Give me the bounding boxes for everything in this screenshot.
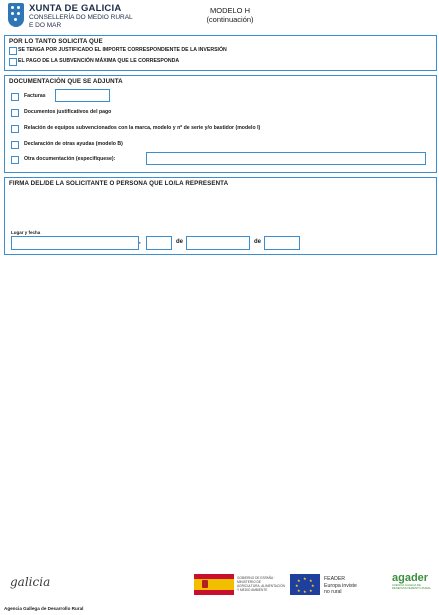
pago-maximo-checkbox[interactable] [9,58,17,66]
firma-section [4,177,437,255]
day-input[interactable] [146,236,172,250]
month-input[interactable] [186,236,250,250]
section-title: FIRMA DEL/DE LA SOLICITANTE O PERSONA QUE LO/LA REPRESENTA [9,180,229,187]
date-label: Lugar y fecha [11,230,41,235]
pago-maximo-label: EL PAGO DE LA SUBVENCIÓN MÁXIMA QUE LE CORRESPONDA [18,58,180,64]
justificativos-label: Documentos justificativos del pago [24,109,112,115]
agency-name: Agencia Gallega de Desarrollo Rural [4,606,84,611]
ministry-logo-text: GOBIERNO DE ESPAÑA · MINISTERIO DE AGRICULTURA, ALIMENTACIÓN Y MEDIO AMBIENTE [237,576,285,592]
documentacion-section [4,75,437,173]
section-title: POR LO TANTO SOLICITA QUE [9,38,103,45]
justificado-checkbox[interactable] [9,47,17,55]
section-title: DOCUMENTACIÓN QUE SE ADJUNTA [9,78,123,85]
relacion-equipos-checkbox[interactable] [11,125,19,133]
eu-flag-icon: ★ ★ ★ ★ ★ ★ ★ ★ [290,574,320,595]
year-input[interactable] [264,236,300,250]
otra-documentacion-label: Otra documentación (especifíquese): [24,156,116,162]
justificado-label: SE TENGA POR JUSTIFICADO EL IMPORTE CORRESPONDIENTE DE LA INVERSIÓN [18,47,227,53]
de-separator-1: de [176,239,184,245]
feader-text: FEADER Europa inviste no rural [324,576,357,595]
agader-logo: agader AXENCIA GALEGA DE DESENVOLVEMENTO RURAL [392,572,432,591]
spain-flag-icon [194,574,234,595]
justificativos-checkbox[interactable] [11,109,19,117]
xunta-shield-icon [8,3,24,27]
otras-ayudas-checkbox[interactable] [11,141,19,149]
department-name: CONSELLERÍA DO MEDIO RURAL E DO MAR [29,14,133,29]
otra-documentacion-checkbox[interactable] [11,156,19,164]
facturas-checkbox[interactable] [11,93,19,101]
otras-ayudas-label: Declaración de otras ayudas (modelo B) [24,141,123,147]
galicia-logo: galicia [10,575,51,589]
comma-separator: , [139,239,141,245]
de-separator-2: de [254,239,262,245]
place-input[interactable] [11,236,139,250]
model-title: MODELO H (continuación) [206,6,254,24]
solicita-section [4,35,437,71]
facturas-label: Facturas [24,93,46,99]
otra-documentacion-input[interactable] [146,152,426,165]
brand-name: XUNTA DE GALICIA [29,3,122,14]
facturas-input[interactable] [55,89,110,102]
relacion-equipos-label: Relación de equipos subvencionados con la marca, modelo y nº de serie y/o bastidor (modelo I) [24,125,261,131]
